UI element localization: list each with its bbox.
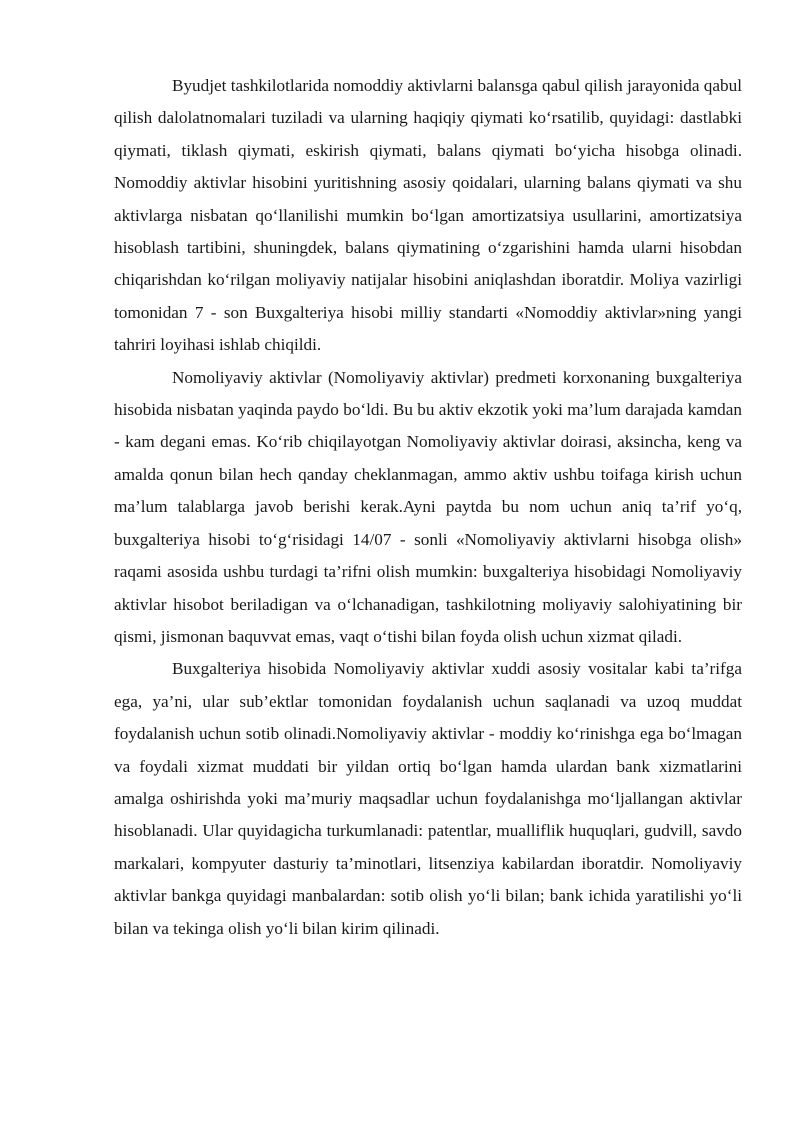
paragraph-1: Byudjet tashkilotlarida nomoddiy aktivlarni balansga qabul qilish jarayonida qabul qilish dalolatnomalari tuziladi va ularning haqiqiy qiymati ko‘rsatilib, quyidagi: dastlabki qiymati, tiklash qiymati, eskirish qiymati, balans qiymati bo‘yicha hisobga olinadi. Nomoddiy aktivlar hisobini yuritishning asosiy qoidalari, ularning balans qiymati va shu aktivlarga nisbatan qo‘llanilishi mumkin bo‘lgan amortizatsiya usullarini, amortizatsiya hisoblash tartibini, shuningdek, balans qiymatining o‘zgarishini hamda ularni hisobdan chiqarishdan ko‘rilgan moliyaviy natijalar hisobini aniqlashdan iboratdir. Moliya vazirligi tomonidan 7 - son Buxgalteriya hisobi milliy standarti «Nomoddiy aktivlar»ning yangi tahriri loyihasi ishlab chiqildi.: [114, 76, 742, 355]
paragraph-3: Buxgalteriya hisobida Nomoliyaviy aktivlar xuddi asosiy vositalar kabi ta’rifga ega, ya’ni, ular sub’ektlar tomonidan foydalanish uchun saqlanadi va uzoq muddat foydalanish uchun sotib olinadi.Nomoliyaviy aktivlar - moddiy ko‘rinishga ega bo‘lmagan va foydali xizmat muddati bir yildan ortiq bo‘lgan hamda ulardan bank xizmatlarini amalga oshirishda yoki ma’muriy maqsadlar uchun foydalanishga mo‘ljallangan aktivlar hisoblanadi. Ular quyidagicha turkumlanadi: patentlar, mualliflik huquqlari, gudvill, savdo markalari, kompyuter dasturiy ta’minotlari, litsenziya kabilardan iboratdir. Nomoliyaviy aktivlar bankga quyidagi manbalardan: sotib olish yo‘li bilan; bank ichida yaratilishi yo‘li bilan va tekinga olish yo‘li bilan kirim qilinadi.: [114, 659, 742, 938]
paragraph-2: Nomoliyaviy aktivlar (Nomoliyaviy aktivlar) predmeti korxonaning buxgalteriya hisobida nisbatan yaqinda paydo bo‘ldi. Bu bu aktiv ekzotik yoki ma’lum darajada kamdan - kam degani emas. Ko‘rib chiqilayotgan Nomoliyaviy aktivlar doirasi, aksincha, keng va amalda qonun bilan hech qanday cheklanmagan, ammo aktiv ushbu toifaga kirish uchun ma’lum talablarga javob berishi kerak.Ayni paytda bu nom uchun aniq ta’rif yo‘q, buxgalteriya hisobi to‘g‘risidagi 14/07 - sonli «Nomoliyaviy aktivlarni hisobga olish» raqami asosida ushbu turdagi ta’rifni olish mumkin: buxgalteriya hisobidagi Nomoliyaviy aktivlar hisobot beriladigan va o‘lchanadigan, tashkilotning moliyaviy salohiyatining bir qismi, jismonan baquvvat emas, vaqt o‘tishi bilan foyda olish uchun xizmat qiladi.: [114, 367, 742, 646]
document-body: [114, 70, 742, 945]
